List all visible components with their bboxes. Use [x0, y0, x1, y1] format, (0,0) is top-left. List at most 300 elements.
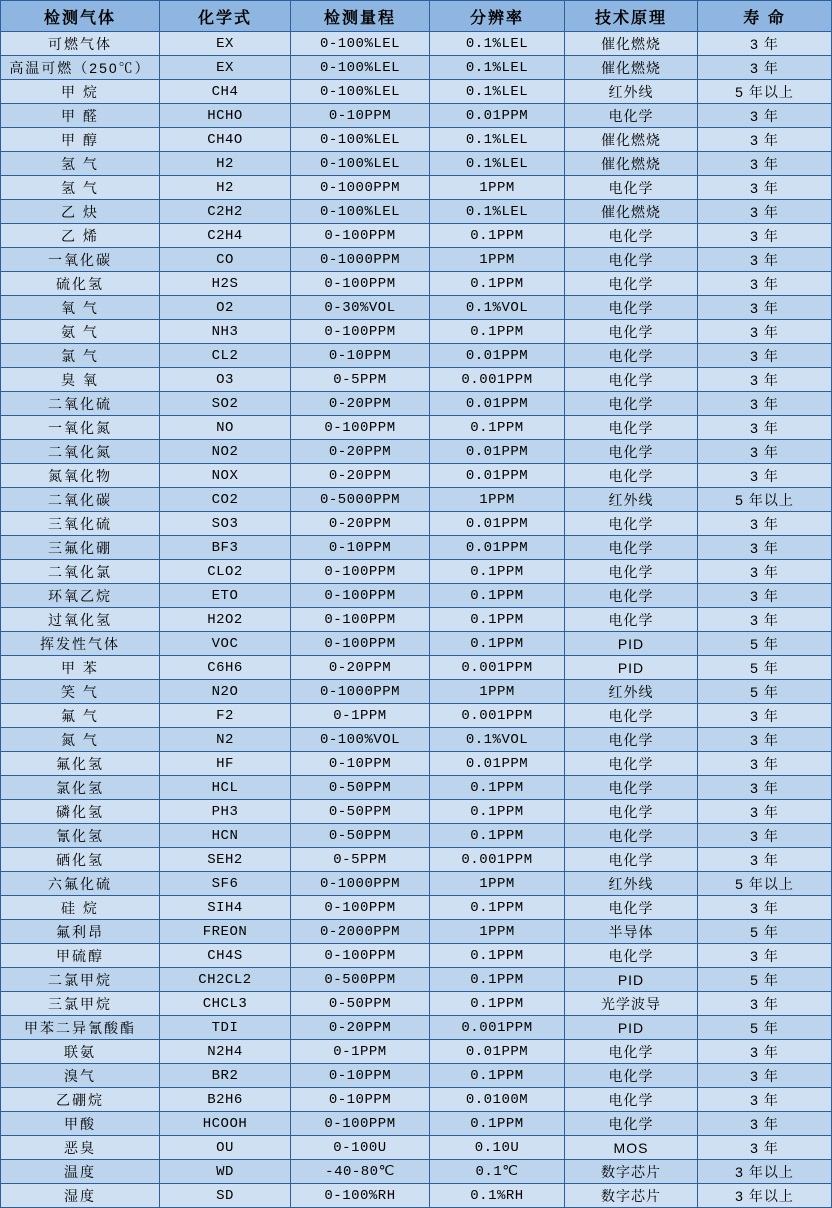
table-row — [1, 704, 832, 728]
cell-technology: 电化学 — [565, 560, 698, 584]
cell-technology: 电化学 — [565, 1064, 698, 1088]
cell-chemical-formula: BF3 — [160, 536, 291, 560]
cell-lifetime: 3 年 — [698, 560, 832, 584]
table-row — [1, 344, 832, 368]
cell-resolution: 0.1PPM — [430, 584, 565, 608]
cell-measuring-range: 0-100PPM — [291, 320, 430, 344]
table-row — [1, 1040, 832, 1064]
cell-technology: 催化燃烧 — [565, 152, 698, 176]
cell-resolution: 0.1%VOL — [430, 728, 565, 752]
cell-resolution: 0.1PPM — [430, 968, 565, 992]
cell-measuring-range: 0-1000PPM — [291, 248, 430, 272]
cell-measuring-range: 0-10PPM — [291, 104, 430, 128]
cell-lifetime: 3 年以上 — [698, 1184, 832, 1208]
cell-resolution: 0.1PPM — [430, 1064, 565, 1088]
table-row — [1, 488, 832, 512]
table-row — [1, 1016, 832, 1040]
cell-lifetime: 3 年 — [698, 776, 832, 800]
cell-gas-name: 硅 烷 — [1, 896, 160, 920]
column-header-measuring-range: 检测量程 — [291, 1, 430, 32]
cell-technology: 红外线 — [565, 488, 698, 512]
cell-technology: PID — [565, 968, 698, 992]
cell-technology: PID — [565, 632, 698, 656]
cell-technology: 催化燃烧 — [565, 200, 698, 224]
table-row — [1, 56, 832, 80]
table-row — [1, 1184, 832, 1208]
cell-technology: 电化学 — [565, 944, 698, 968]
cell-resolution: 0.1PPM — [430, 776, 565, 800]
cell-technology: 半导体 — [565, 920, 698, 944]
table-row — [1, 992, 832, 1016]
cell-lifetime: 3 年 — [698, 800, 832, 824]
cell-technology: 电化学 — [565, 224, 698, 248]
cell-chemical-formula: CL2 — [160, 344, 291, 368]
cell-gas-name: 氨 气 — [1, 320, 160, 344]
table-row — [1, 656, 832, 680]
cell-chemical-formula: EX — [160, 32, 291, 56]
cell-measuring-range: 0-100PPM — [291, 632, 430, 656]
cell-gas-name: 溴气 — [1, 1064, 160, 1088]
cell-resolution: 0.01PPM — [430, 464, 565, 488]
table-row — [1, 824, 832, 848]
cell-gas-name: 过氧化氢 — [1, 608, 160, 632]
cell-resolution: 0.1℃ — [430, 1160, 565, 1184]
cell-gas-name: 乙硼烷 — [1, 1088, 160, 1112]
cell-gas-name: 氟利昂 — [1, 920, 160, 944]
cell-resolution: 0.1%LEL — [430, 128, 565, 152]
cell-gas-name: 挥发性气体 — [1, 632, 160, 656]
cell-measuring-range: 0-5PPM — [291, 848, 430, 872]
cell-measuring-range: 0-100%LEL — [291, 56, 430, 80]
table-row — [1, 800, 832, 824]
cell-measuring-range: 0-100%LEL — [291, 32, 430, 56]
cell-technology: 电化学 — [565, 536, 698, 560]
cell-technology: 电化学 — [565, 800, 698, 824]
cell-chemical-formula: N2 — [160, 728, 291, 752]
cell-lifetime: 3 年以上 — [698, 1160, 832, 1184]
cell-measuring-range: 0-100%RH — [291, 1184, 430, 1208]
cell-lifetime: 3 年 — [698, 224, 832, 248]
cell-resolution: 1PPM — [430, 680, 565, 704]
cell-chemical-formula: CO2 — [160, 488, 291, 512]
cell-gas-name: 乙 炔 — [1, 200, 160, 224]
table-row — [1, 416, 832, 440]
cell-measuring-range: 0-100PPM — [291, 896, 430, 920]
cell-resolution: 0.10U — [430, 1136, 565, 1160]
cell-lifetime: 5 年以上 — [698, 80, 832, 104]
cell-resolution: 0.1%LEL — [430, 32, 565, 56]
cell-gas-name: 温度 — [1, 1160, 160, 1184]
cell-resolution: 0.001PPM — [430, 1016, 565, 1040]
cell-chemical-formula: C6H6 — [160, 656, 291, 680]
cell-measuring-range: 0-100%LEL — [291, 200, 430, 224]
cell-chemical-formula: SO2 — [160, 392, 291, 416]
cell-measuring-range: 0-50PPM — [291, 800, 430, 824]
cell-technology: PID — [565, 656, 698, 680]
cell-gas-name: 二氯甲烷 — [1, 968, 160, 992]
cell-lifetime: 3 年 — [698, 584, 832, 608]
cell-gas-name: 笑 气 — [1, 680, 160, 704]
cell-chemical-formula: SF6 — [160, 872, 291, 896]
cell-measuring-range: 0-20PPM — [291, 464, 430, 488]
cell-lifetime: 3 年 — [698, 296, 832, 320]
cell-measuring-range: 0-10PPM — [291, 1064, 430, 1088]
cell-measuring-range: 0-500PPM — [291, 968, 430, 992]
cell-chemical-formula: PH3 — [160, 800, 291, 824]
cell-measuring-range: 0-100%LEL — [291, 80, 430, 104]
cell-chemical-formula: NO — [160, 416, 291, 440]
cell-chemical-formula: HCHO — [160, 104, 291, 128]
cell-resolution: 1PPM — [430, 248, 565, 272]
cell-resolution: 0.1%VOL — [430, 296, 565, 320]
cell-gas-name: 一氧化碳 — [1, 248, 160, 272]
cell-lifetime: 3 年 — [698, 104, 832, 128]
cell-resolution: 0.1PPM — [430, 896, 565, 920]
cell-lifetime: 3 年 — [698, 1040, 832, 1064]
cell-resolution: 0.01PPM — [430, 104, 565, 128]
table-row — [1, 728, 832, 752]
cell-resolution: 1PPM — [430, 872, 565, 896]
cell-chemical-formula: NOX — [160, 464, 291, 488]
cell-resolution: 1PPM — [430, 176, 565, 200]
cell-lifetime: 3 年 — [698, 704, 832, 728]
cell-chemical-formula: VOC — [160, 632, 291, 656]
table-row — [1, 920, 832, 944]
cell-chemical-formula: SD — [160, 1184, 291, 1208]
cell-chemical-formula: C2H2 — [160, 200, 291, 224]
cell-lifetime: 3 年 — [698, 200, 832, 224]
cell-technology: 光学波导 — [565, 992, 698, 1016]
cell-measuring-range: 0-100U — [291, 1136, 430, 1160]
cell-resolution: 0.1PPM — [430, 992, 565, 1016]
cell-chemical-formula: H2O2 — [160, 608, 291, 632]
table-row — [1, 1136, 832, 1160]
cell-technology: 电化学 — [565, 584, 698, 608]
cell-gas-name: 高温可燃（250℃） — [1, 56, 160, 80]
cell-gas-name: 湿度 — [1, 1184, 160, 1208]
table-row — [1, 632, 832, 656]
cell-measuring-range: 0-100PPM — [291, 416, 430, 440]
cell-chemical-formula: SEH2 — [160, 848, 291, 872]
cell-resolution: 0.01PPM — [430, 344, 565, 368]
table-row — [1, 224, 832, 248]
table-row — [1, 104, 832, 128]
cell-technology: 电化学 — [565, 848, 698, 872]
cell-measuring-range: 0-100PPM — [291, 944, 430, 968]
cell-gas-name: 恶臭 — [1, 1136, 160, 1160]
cell-chemical-formula: WD — [160, 1160, 291, 1184]
cell-lifetime: 3 年 — [698, 824, 832, 848]
cell-lifetime: 3 年 — [698, 416, 832, 440]
cell-measuring-range: 0-100PPM — [291, 608, 430, 632]
cell-gas-name: 甲苯二异氰酸酯 — [1, 1016, 160, 1040]
cell-lifetime: 5 年以上 — [698, 488, 832, 512]
cell-chemical-formula: N2O — [160, 680, 291, 704]
table-row — [1, 512, 832, 536]
cell-measuring-range: 0-20PPM — [291, 512, 430, 536]
cell-measuring-range: 0-100PPM — [291, 272, 430, 296]
cell-resolution: 0.1PPM — [430, 1112, 565, 1136]
table-row — [1, 968, 832, 992]
cell-technology: 催化燃烧 — [565, 56, 698, 80]
cell-gas-name: 磷化氢 — [1, 800, 160, 824]
cell-technology: 数字芯片 — [565, 1184, 698, 1208]
cell-measuring-range: 0-10PPM — [291, 536, 430, 560]
table-row — [1, 608, 832, 632]
cell-resolution: 0.1PPM — [430, 824, 565, 848]
cell-lifetime: 5 年 — [698, 632, 832, 656]
table-row — [1, 776, 832, 800]
cell-gas-name: 可燃气体 — [1, 32, 160, 56]
cell-gas-name: 甲酸 — [1, 1112, 160, 1136]
cell-technology: 电化学 — [565, 1088, 698, 1112]
cell-chemical-formula: BR2 — [160, 1064, 291, 1088]
cell-lifetime: 3 年 — [698, 128, 832, 152]
cell-lifetime: 3 年 — [698, 344, 832, 368]
cell-technology: 电化学 — [565, 464, 698, 488]
cell-chemical-formula: HCL — [160, 776, 291, 800]
cell-gas-name: 氟 气 — [1, 704, 160, 728]
cell-technology: 电化学 — [565, 728, 698, 752]
cell-technology: 电化学 — [565, 1112, 698, 1136]
column-header-chemical-formula: 化学式 — [160, 1, 291, 32]
column-header-gas-name: 检测气体 — [1, 1, 160, 32]
cell-resolution: 0.001PPM — [430, 848, 565, 872]
cell-measuring-range: 0-1000PPM — [291, 176, 430, 200]
cell-chemical-formula: CH4O — [160, 128, 291, 152]
cell-gas-name: 氮 气 — [1, 728, 160, 752]
cell-resolution: 0.1PPM — [430, 320, 565, 344]
cell-gas-name: 三氟化硼 — [1, 536, 160, 560]
cell-chemical-formula: SIH4 — [160, 896, 291, 920]
cell-lifetime: 3 年 — [698, 728, 832, 752]
cell-measuring-range: 0-20PPM — [291, 1016, 430, 1040]
cell-measuring-range: 0-2000PPM — [291, 920, 430, 944]
cell-measuring-range: 0-1PPM — [291, 1040, 430, 1064]
cell-chemical-formula: ETO — [160, 584, 291, 608]
table-header-row — [1, 1, 832, 32]
cell-gas-name: 氟化氢 — [1, 752, 160, 776]
cell-chemical-formula: O3 — [160, 368, 291, 392]
cell-technology: 电化学 — [565, 248, 698, 272]
table-row — [1, 896, 832, 920]
cell-lifetime: 5 年 — [698, 656, 832, 680]
cell-lifetime: 5 年 — [698, 680, 832, 704]
cell-resolution: 0.1%RH — [430, 1184, 565, 1208]
cell-chemical-formula: F2 — [160, 704, 291, 728]
cell-measuring-range: 0-100PPM — [291, 560, 430, 584]
cell-gas-name: 氢 气 — [1, 152, 160, 176]
cell-lifetime: 3 年 — [698, 1064, 832, 1088]
cell-technology: 红外线 — [565, 680, 698, 704]
cell-resolution: 0.01PPM — [430, 536, 565, 560]
cell-lifetime: 3 年 — [698, 440, 832, 464]
cell-gas-name: 一氧化氮 — [1, 416, 160, 440]
cell-technology: 电化学 — [565, 608, 698, 632]
cell-lifetime: 3 年 — [698, 152, 832, 176]
cell-resolution: 0.1%LEL — [430, 200, 565, 224]
cell-gas-name: 甲硫醇 — [1, 944, 160, 968]
cell-measuring-range: 0-50PPM — [291, 776, 430, 800]
cell-chemical-formula: CO — [160, 248, 291, 272]
cell-measuring-range: 0-10PPM — [291, 1088, 430, 1112]
column-header-lifetime: 寿 命 — [698, 1, 832, 32]
cell-resolution: 0.01PPM — [430, 512, 565, 536]
cell-technology: MOS — [565, 1136, 698, 1160]
cell-technology: 电化学 — [565, 344, 698, 368]
cell-technology: 催化燃烧 — [565, 32, 698, 56]
cell-chemical-formula: HF — [160, 752, 291, 776]
cell-gas-name: 硫化氢 — [1, 272, 160, 296]
cell-chemical-formula: H2 — [160, 152, 291, 176]
table-row — [1, 128, 832, 152]
cell-resolution: 0.1%LEL — [430, 152, 565, 176]
cell-measuring-range: 0-10PPM — [291, 752, 430, 776]
table-body — [1, 32, 832, 1208]
cell-technology: 电化学 — [565, 440, 698, 464]
cell-chemical-formula: HCOOH — [160, 1112, 291, 1136]
cell-resolution: 0.0100M — [430, 1088, 565, 1112]
cell-measuring-range: 0-20PPM — [291, 656, 430, 680]
cell-technology: 电化学 — [565, 104, 698, 128]
cell-gas-name: 六氟化硫 — [1, 872, 160, 896]
cell-lifetime: 3 年 — [698, 1088, 832, 1112]
cell-technology: 电化学 — [565, 752, 698, 776]
cell-measuring-range: 0-100%LEL — [291, 152, 430, 176]
column-header-resolution: 分辨率 — [430, 1, 565, 32]
cell-measuring-range: 0-5PPM — [291, 368, 430, 392]
cell-lifetime: 3 年 — [698, 848, 832, 872]
cell-resolution: 0.1PPM — [430, 416, 565, 440]
cell-technology: 电化学 — [565, 296, 698, 320]
cell-technology: 红外线 — [565, 80, 698, 104]
cell-technology: PID — [565, 1016, 698, 1040]
cell-measuring-range: 0-10PPM — [291, 344, 430, 368]
cell-chemical-formula: FREON — [160, 920, 291, 944]
column-header-technology: 技术原理 — [565, 1, 698, 32]
cell-chemical-formula: CH4 — [160, 80, 291, 104]
cell-lifetime: 3 年 — [698, 248, 832, 272]
cell-resolution: 0.001PPM — [430, 704, 565, 728]
cell-resolution: 0.01PPM — [430, 392, 565, 416]
cell-resolution: 1PPM — [430, 920, 565, 944]
cell-resolution: 0.1PPM — [430, 224, 565, 248]
table-row — [1, 848, 832, 872]
table-row — [1, 536, 832, 560]
table-row — [1, 680, 832, 704]
cell-technology: 电化学 — [565, 392, 698, 416]
cell-technology: 电化学 — [565, 320, 698, 344]
cell-gas-name: 乙 烯 — [1, 224, 160, 248]
cell-gas-name: 硒化氢 — [1, 848, 160, 872]
cell-measuring-range: 0-100PPM — [291, 584, 430, 608]
cell-measuring-range: 0-20PPM — [291, 440, 430, 464]
table-row — [1, 752, 832, 776]
cell-lifetime: 3 年 — [698, 752, 832, 776]
table-row — [1, 272, 832, 296]
cell-measuring-range: 0-20PPM — [291, 392, 430, 416]
cell-lifetime: 3 年 — [698, 1136, 832, 1160]
cell-lifetime: 3 年 — [698, 176, 832, 200]
cell-chemical-formula: C2H4 — [160, 224, 291, 248]
cell-gas-name: 氧 气 — [1, 296, 160, 320]
cell-technology: 电化学 — [565, 896, 698, 920]
cell-gas-name: 氯化氢 — [1, 776, 160, 800]
cell-chemical-formula: CHCL3 — [160, 992, 291, 1016]
table-row — [1, 368, 832, 392]
cell-technology: 数字芯片 — [565, 1160, 698, 1184]
cell-lifetime: 3 年 — [698, 536, 832, 560]
cell-lifetime: 3 年 — [698, 896, 832, 920]
cell-chemical-formula: O2 — [160, 296, 291, 320]
cell-lifetime: 3 年 — [698, 368, 832, 392]
table-row — [1, 1064, 832, 1088]
cell-gas-name: 氰化氢 — [1, 824, 160, 848]
table-row — [1, 872, 832, 896]
cell-resolution: 0.01PPM — [430, 440, 565, 464]
cell-technology: 电化学 — [565, 272, 698, 296]
cell-gas-name: 二氧化氮 — [1, 440, 160, 464]
cell-chemical-formula: CH4S — [160, 944, 291, 968]
cell-measuring-range: -40-80℃ — [291, 1160, 430, 1184]
cell-technology: 电化学 — [565, 776, 698, 800]
cell-measuring-range: 0-1PPM — [291, 704, 430, 728]
cell-technology: 电化学 — [565, 512, 698, 536]
cell-chemical-formula: H2 — [160, 176, 291, 200]
table-row — [1, 584, 832, 608]
cell-chemical-formula: HCN — [160, 824, 291, 848]
cell-technology: 红外线 — [565, 872, 698, 896]
cell-lifetime: 3 年 — [698, 512, 832, 536]
cell-measuring-range: 0-100%VOL — [291, 728, 430, 752]
cell-gas-name: 甲 醛 — [1, 104, 160, 128]
cell-chemical-formula: CH2CL2 — [160, 968, 291, 992]
cell-resolution: 0.001PPM — [430, 368, 565, 392]
table-row — [1, 296, 832, 320]
cell-measuring-range: 0-100PPM — [291, 224, 430, 248]
cell-resolution: 0.1PPM — [430, 560, 565, 584]
cell-chemical-formula: SO3 — [160, 512, 291, 536]
cell-lifetime: 3 年 — [698, 1112, 832, 1136]
table-row — [1, 560, 832, 584]
cell-resolution: 0.001PPM — [430, 656, 565, 680]
table-row — [1, 440, 832, 464]
cell-measuring-range: 0-50PPM — [291, 824, 430, 848]
cell-chemical-formula: H2S — [160, 272, 291, 296]
cell-resolution: 0.1PPM — [430, 944, 565, 968]
cell-measuring-range: 0-100%LEL — [291, 128, 430, 152]
cell-lifetime: 5 年 — [698, 1016, 832, 1040]
cell-gas-name: 甲 苯 — [1, 656, 160, 680]
cell-technology: 电化学 — [565, 704, 698, 728]
cell-technology: 电化学 — [565, 176, 698, 200]
cell-measuring-range: 0-100PPM — [291, 1112, 430, 1136]
cell-gas-name: 三氧化硫 — [1, 512, 160, 536]
cell-lifetime: 3 年 — [698, 392, 832, 416]
cell-resolution: 0.1PPM — [430, 632, 565, 656]
cell-lifetime: 3 年 — [698, 608, 832, 632]
cell-chemical-formula: B2H6 — [160, 1088, 291, 1112]
cell-technology: 催化燃烧 — [565, 128, 698, 152]
cell-technology: 电化学 — [565, 824, 698, 848]
cell-measuring-range: 0-1000PPM — [291, 872, 430, 896]
table-row — [1, 320, 832, 344]
cell-gas-name: 联氨 — [1, 1040, 160, 1064]
cell-gas-name: 环氧乙烷 — [1, 584, 160, 608]
cell-measuring-range: 0-50PPM — [291, 992, 430, 1016]
table-row — [1, 1112, 832, 1136]
cell-gas-name: 三氯甲烷 — [1, 992, 160, 1016]
